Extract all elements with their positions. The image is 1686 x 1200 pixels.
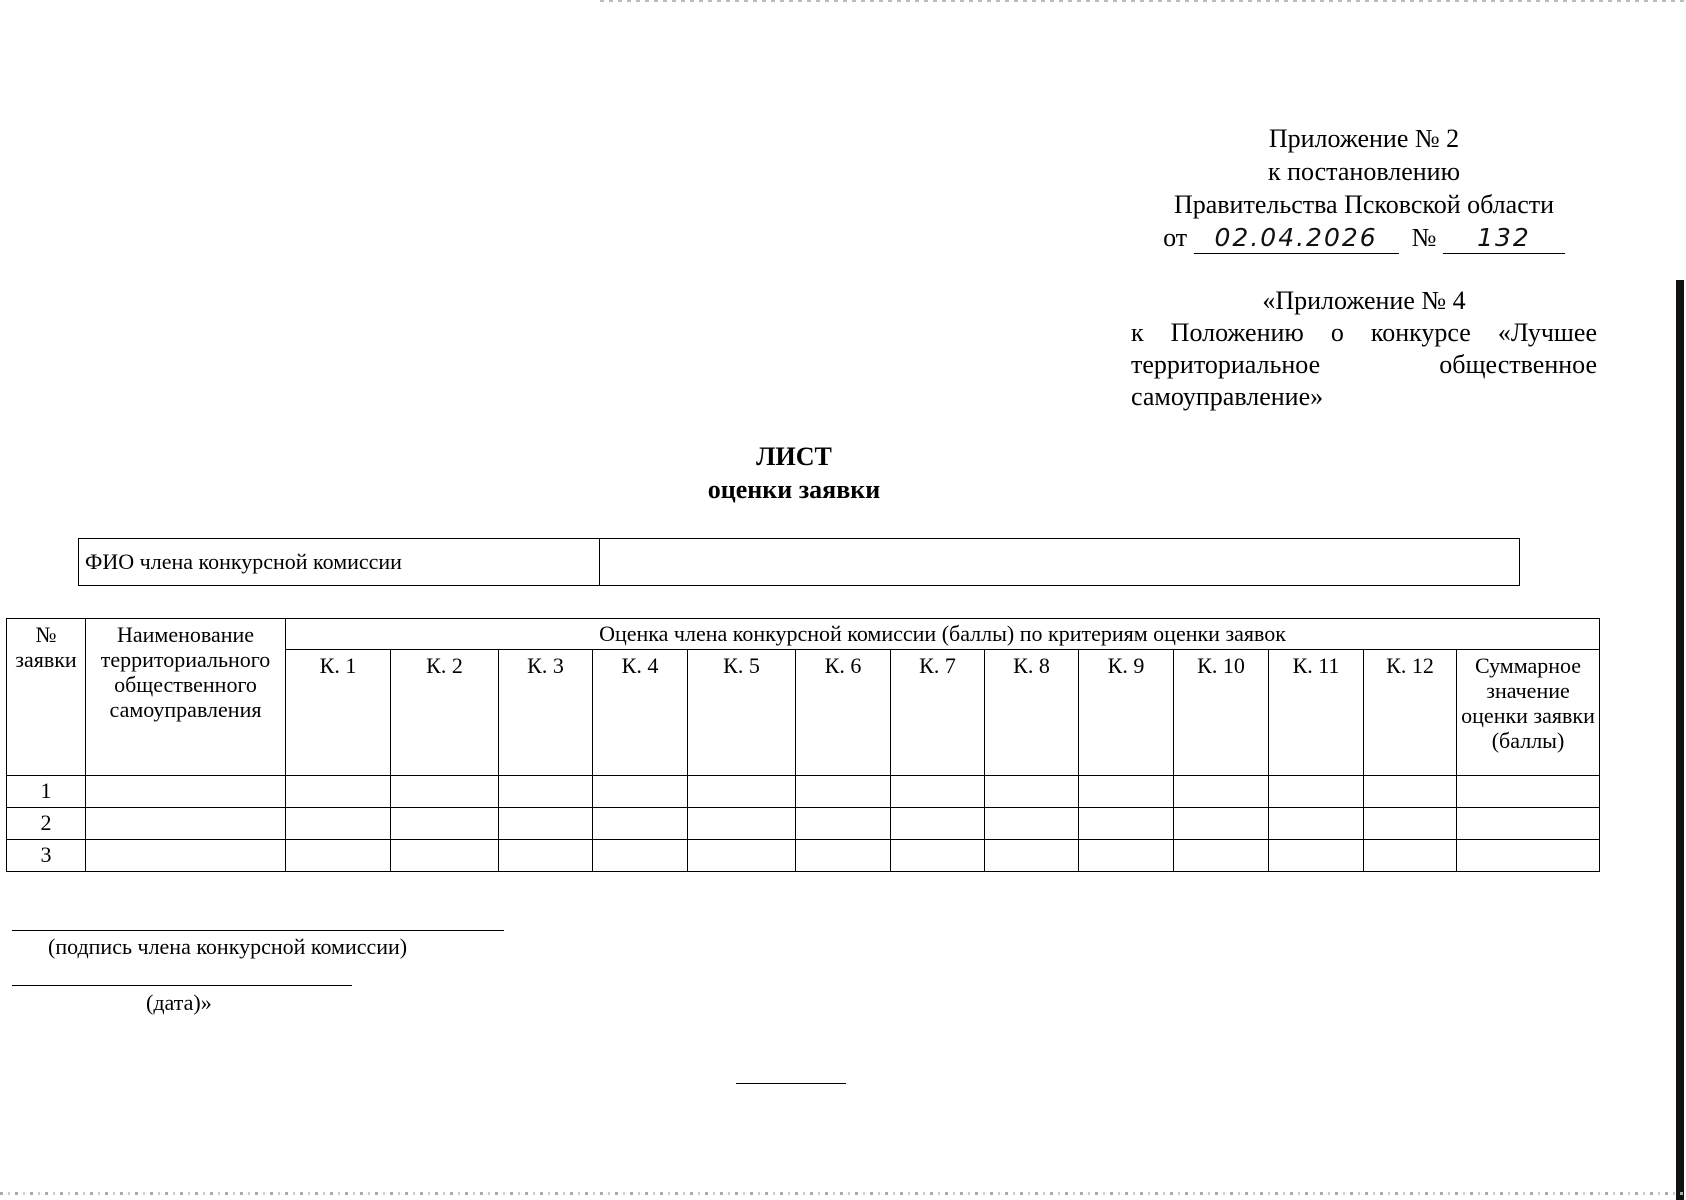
col-name-header: Наименование территориального общественного самоуправления [86,619,286,776]
evaluation-table [6,618,1600,872]
score-cell[interactable] [1174,808,1269,840]
end-of-document-rule [736,1083,846,1084]
score-cell[interactable] [286,808,391,840]
score-cell[interactable] [1269,808,1364,840]
score-cell[interactable] [286,776,391,808]
signature-line [12,930,504,931]
score-cell[interactable] [796,840,891,872]
score-cell[interactable] [891,840,985,872]
score-cell[interactable] [593,840,688,872]
date-prefix: от [1163,223,1188,252]
row-number-cell: 2 [7,808,86,840]
criterion-header: К. 7 [891,650,985,776]
score-cell[interactable] [891,776,985,808]
appendix-header [1131,285,1597,413]
title-line-2: оценки заявки [707,475,881,504]
row-number-cell: 1 [7,776,86,808]
score-cell[interactable] [985,840,1079,872]
total-score-cell[interactable] [1457,808,1600,840]
number-prefix: № [1411,223,1437,252]
criterion-header: К. 10 [1174,650,1269,776]
scan-edge-right [1676,280,1684,1200]
score-cell[interactable] [1364,808,1457,840]
row-number-cell: 3 [7,840,86,872]
criterion-header: К. 6 [796,650,891,776]
score-cell[interactable] [891,808,985,840]
appendix-title: «Приложение № 4 [1262,286,1466,315]
fio-label: ФИО члена конкурсной комиссии [79,539,600,586]
table-header-row [7,619,1600,650]
criterion-header: К. 8 [985,650,1079,776]
tos-name-cell[interactable] [86,808,286,840]
score-cell[interactable] [796,808,891,840]
date-line [12,985,352,986]
approval-line-3: Правительства Псковской области [1173,190,1555,219]
group-header: Оценка члена конкурсной комиссии (баллы) по критериям оценки заявок [286,619,1600,650]
score-cell[interactable] [593,776,688,808]
score-cell[interactable] [985,776,1079,808]
score-cell[interactable] [796,776,891,808]
score-cell[interactable] [391,808,499,840]
score-cell[interactable] [1269,840,1364,872]
criterion-header: К. 12 [1364,650,1457,776]
score-cell[interactable] [499,840,593,872]
appendix-line-2: территориальное общественное [1131,350,1597,379]
tos-name-cell[interactable] [86,776,286,808]
approval-date-line [1130,221,1598,257]
score-cell[interactable] [391,776,499,808]
fio-table [78,538,1520,586]
table-row [7,840,1600,872]
tos-name-cell[interactable] [86,840,286,872]
score-cell[interactable] [1269,776,1364,808]
score-cell[interactable] [1174,840,1269,872]
score-cell[interactable] [1079,776,1174,808]
criterion-header: К. 9 [1079,650,1174,776]
criterion-header: К. 2 [391,650,499,776]
criterion-header: К. 4 [593,650,688,776]
score-cell[interactable] [593,808,688,840]
criterion-header: К. 3 [499,650,593,776]
handwritten-date: 02.04.2026 [1194,223,1399,254]
criterion-header: К. 11 [1269,650,1364,776]
score-cell[interactable] [499,808,593,840]
score-cell[interactable] [499,776,593,808]
score-cell[interactable] [688,840,796,872]
score-cell[interactable] [1364,776,1457,808]
score-cell[interactable] [1364,840,1457,872]
approval-line-2: к постановлению [1267,157,1461,186]
approval-stamp-block [1130,122,1598,257]
table-row [7,776,1600,808]
fio-value-field[interactable] [600,539,1520,586]
score-cell[interactable] [985,808,1079,840]
title-line-1: ЛИСТ [756,442,832,471]
approval-line-1: Приложение № 2 [1268,124,1460,153]
score-cell[interactable] [688,776,796,808]
total-score-cell[interactable] [1457,776,1600,808]
criterion-header: К. 1 [286,650,391,776]
score-cell[interactable] [1079,840,1174,872]
appendix-line-1: к Положению о конкурсе «Лучшее [1131,318,1597,347]
table-row [7,808,1600,840]
appendix-line-3: самоуправление» [1131,382,1324,411]
score-cell[interactable] [1079,808,1174,840]
score-cell[interactable] [688,808,796,840]
score-cell[interactable] [391,840,499,872]
score-cell[interactable] [286,840,391,872]
signature-caption: (подпись члена конкурсной комиссии) [48,934,408,959]
handwritten-number: 132 [1443,223,1565,254]
scan-edge-bottom [0,1192,1686,1195]
col-number-header: № заявки [7,619,86,776]
col-total-header: Суммарное значение оценки заявки (баллы) [1457,650,1600,776]
total-score-cell[interactable] [1457,840,1600,872]
score-cell[interactable] [1174,776,1269,808]
document-title [540,440,1048,506]
scan-edge-top [600,0,1686,2]
date-caption: (дата)» [146,990,212,1015]
criterion-header: К. 5 [688,650,796,776]
